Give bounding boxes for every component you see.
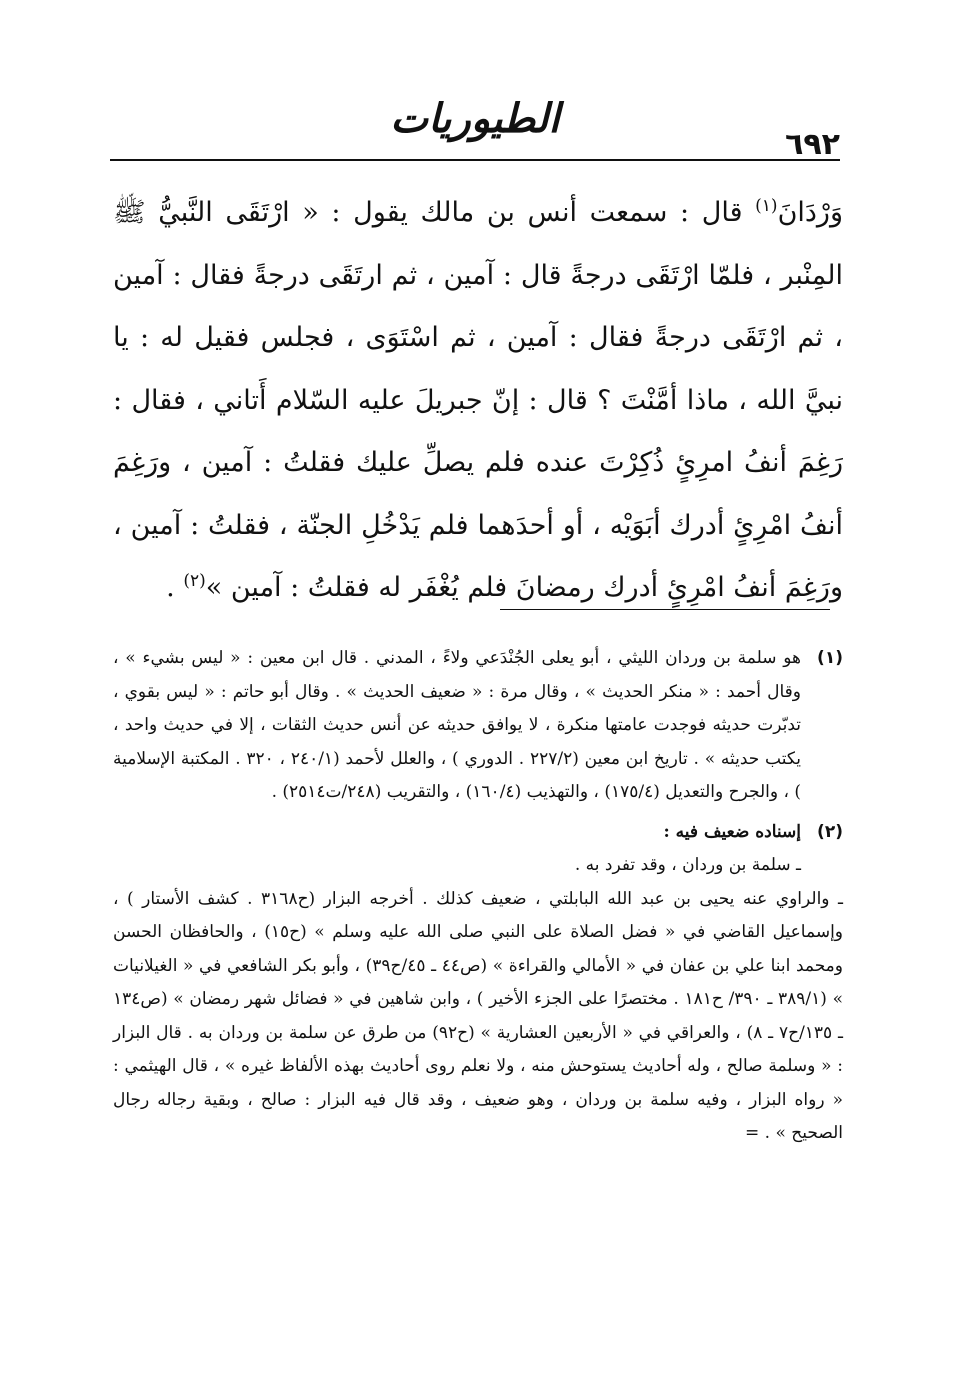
footnote-ref-2: (٢) — [183, 571, 206, 591]
main-text — [113, 182, 843, 620]
paragraph-body: قال : سمعت أنس بن مالك يقول : « ارْتَقَى النَّبيُّ ﷺ المِنْبر ، فلمّا ارْتَقَى درجةً قال : آمين ، ثم ارتَقَى درجةً فقال : آمين ، ثم ارْتَقَى درجةً فقال : آمين ، ثم اسْتَوَى ، فجلس فقيل له : يا نبيَّ الله ، ماذا أمَّنْتَ ؟ قال : إنّ جبريلَ عليه السّلام أَتاني ، فقال : رَغِمَ أنفُ امرِئٍ ذُكِرْتَ عنده فلم يصلِّ عليك فقلتُ : آمين ، ورَغِمَ أنفُ امْرِئٍ أدرك أبَوَيْه ، أو أحدَهما فلم يَدْخُلِ الجنّة ، فقلتُ : آمين ، ورَغِمَ أنفُ امْرِئٍ أدرك رمضانَ فلم يُغْفَر له فقلتُ : آمين » — [113, 197, 843, 603]
page-header — [110, 95, 840, 165]
header-rule — [110, 159, 840, 161]
footnote-2 — [113, 816, 843, 1151]
footnote-number: (٢) — [817, 821, 843, 842]
footnote-heading: إسناده ضعيف فيه : — [663, 821, 801, 842]
hadith-paragraph — [113, 182, 843, 620]
footnote-text: هو سلمة بن وردان الليثي ، أبو يعلى الجُنْدَعي ولاءً ، المدني . قال ابن معين : « ليس بشيء » ، وقال أحمد : « منكر الحديث » ، وقال مرة : « ضعيف الحديث » . وقال أبو حاتم : « ليس بقوي ، تدبّرت حديثه فوجدت عامتها منكرة ، لا يوافق حديثه عن أنس حديث الثقات ، إلا في حديث واحد ، يكتب حديثه » . تاريخ ابن معين (٢٢٧/٢ . الدوري ) ، والعلل لأحمد (٢٤٠/١ ، ٣٢٠ . المكتبة الإسلامية ) ، والجرح والتعديل (١٧٥/٤) ، والتهذيب (١٦٠/٤) ، والتقريب (٢٤٨/ت٢٥١٤) . — [113, 648, 801, 802]
footnote-separator — [500, 609, 830, 610]
paragraph-start: وَرْدَانَ — [777, 197, 843, 228]
footnote-line: ـ والراوي عنه يحيى بن عبد الله البابلتي ، ضعيف كذلك . أخرجه البزار (ح٣١٦٨ . كشف الأستار ) ، وإسماعيل القاضي في « فضل الصلاة على النبي صلى الله عليه وسلم » (ح١٥) ، والحافظان الحسن ومحمد ابنا علي بن عفان في « الأمالي والقراءة » (ص٤٤ ـ ٤٥/ح٣٩) ، وأبو بكر الشافعي في « الغيلانيات » (٣٨٩/١ ـ ٣٩٠/ ح١٨١ . مختصرًا على الجزء الأخير ) ، وابن شاهين في « فضائل شهر رمضان » (ص١٣٤ ـ ١٣٥/ح٧ ـ ٨) ، والعراقي في « الأربعين العشارية » (ح٩٢) من طرق عن سلمة بن وردان به . قال البزار : « وسلمة صالح ، وله أحاديث يستوحش منه ، ولا نعلم روى أحاديث بهذه الألفاظ غيره » ، قال الهيثمي : « رواه البزار ، وفيه سلمة بن وردان ، وهو ضعيف ، وقد قال فيه البزار : صالح ، وبقية رجاله رجال الصحيح » . = — [113, 888, 843, 1143]
footnote-ref-1: (١) — [755, 196, 778, 216]
footnotes — [113, 642, 843, 1151]
footnote-number: (١) — [817, 648, 843, 668]
book-title: الطيوريات — [390, 95, 560, 142]
footnote-1 — [113, 642, 843, 810]
page-number: ٦٩٢ — [785, 127, 840, 162]
footnote-line: ـ سلمة بن وردان ، وقد تفرد به . — [574, 855, 801, 875]
footnote-body — [113, 816, 843, 1151]
paragraph-end: . — [166, 572, 184, 603]
